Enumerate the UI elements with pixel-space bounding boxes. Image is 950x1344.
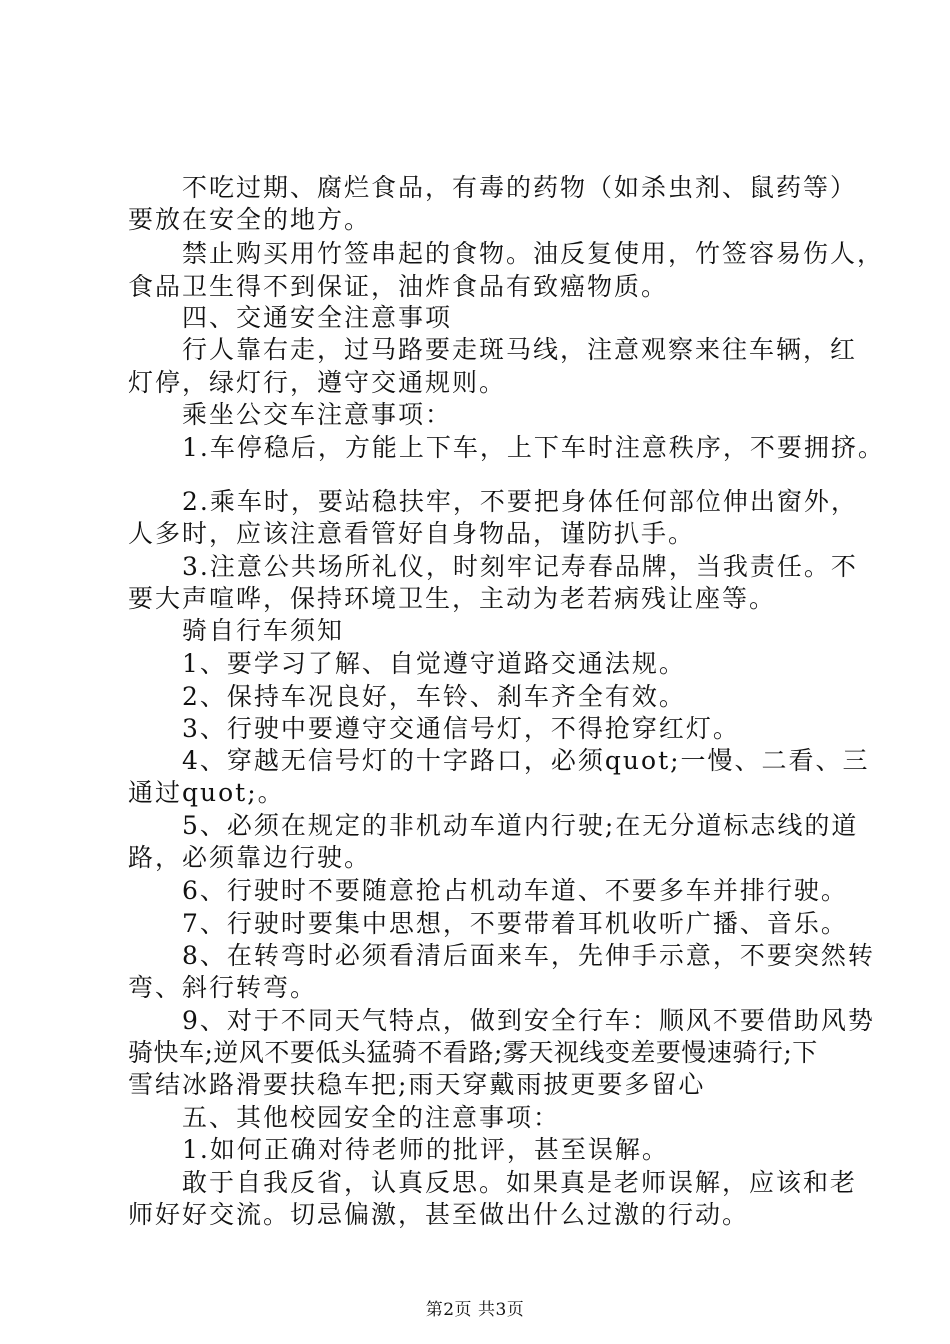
- text-line: 师好好交流。切忌偏激，甚至做出什么过激的行动。: [128, 1200, 750, 1229]
- text-line: 不吃过期、腐烂食品，有毒的药物（如杀虫剂、鼠药等）: [182, 173, 858, 202]
- text-line: 敢于自我反省，认真反思。如果真是老师误解，应该和老: [182, 1168, 858, 1197]
- list-item: 1.车停稳后，方能上下车，上下车时注意秩序，不要拥挤。: [182, 433, 885, 462]
- text-line: 行人靠右走，过马路要走斑马线，注意观察来往车辆，红: [182, 335, 858, 364]
- list-item: 7、行驶时要集中思想，不要带着耳机收听广播、音乐。: [182, 909, 848, 938]
- text-line: 路，必须靠边行驶。: [128, 843, 372, 872]
- list-item: 4、穿越无信号灯的十字路口，必须quot;一慢、二看、三: [182, 746, 870, 775]
- list-item: 3、行驶中要遵守交通信号灯，不得抢穿红灯。: [182, 714, 740, 743]
- text-line: 骑快车;逆风不要低头猛骑不看路;雾天视线变差要慢速骑行;下: [128, 1038, 818, 1067]
- text-line: 要大声喧哗，保持环境卫生，主动为老若病残让座等。: [128, 584, 777, 613]
- list-item: 1.如何正确对待老师的批评，甚至误解。: [182, 1135, 669, 1164]
- text-line: 灯停，绿灯行，遵守交通规则。: [128, 368, 507, 397]
- list-item: 8、在转弯时必须看清后面来车，先伸手示意，不要突然转: [182, 941, 875, 970]
- list-item: 6、行驶时不要随意抢占机动车道、不要多车并排行驶。: [182, 876, 848, 905]
- section-heading: 四、交通安全注意事项: [182, 303, 453, 332]
- text-line: 要放在安全的地方。: [128, 205, 372, 234]
- list-item: 1、要学习了解、自觉遵守道路交通法规。: [182, 649, 686, 678]
- text-line: 禁止购买用竹签串起的食物。油反复使用，竹签容易伤人，: [182, 239, 885, 268]
- list-item: 2.乘车时，要站稳扶牢，不要把身体任何部位伸出窗外，: [182, 487, 858, 516]
- subsection-heading: 乘坐公交车注意事项：: [182, 400, 453, 429]
- subsection-heading: 骑自行车须知: [182, 616, 345, 645]
- text-line: 人多时，应该注意看管好自身物品，谨防扒手。: [128, 519, 696, 548]
- list-item: 9、对于不同天气特点，做到安全行车：顺风不要借助风势: [182, 1006, 875, 1035]
- text-line: 雪结冰路滑要扶稳车把;雨天穿戴雨披更要多留心: [128, 1070, 706, 1099]
- page-number-footer: 第2页 共3页: [425, 1300, 525, 1320]
- text-line: 弯、斜行转弯。: [128, 973, 318, 1002]
- list-item: 3.注意公共场所礼仪，时刻牢记寿春品牌，当我责任。不: [182, 552, 858, 581]
- list-item: 5、必须在规定的非机动车道内行驶;在无分道标志线的道: [182, 811, 859, 840]
- section-heading: 五、其他校园安全的注意事项：: [182, 1103, 561, 1132]
- text-line: 通过quot;。: [128, 778, 285, 807]
- list-item: 2、保持车况良好，车铃、刹车齐全有效。: [182, 682, 686, 711]
- text-line: 食品卫生得不到保证，油炸食品有致癌物质。: [128, 272, 669, 301]
